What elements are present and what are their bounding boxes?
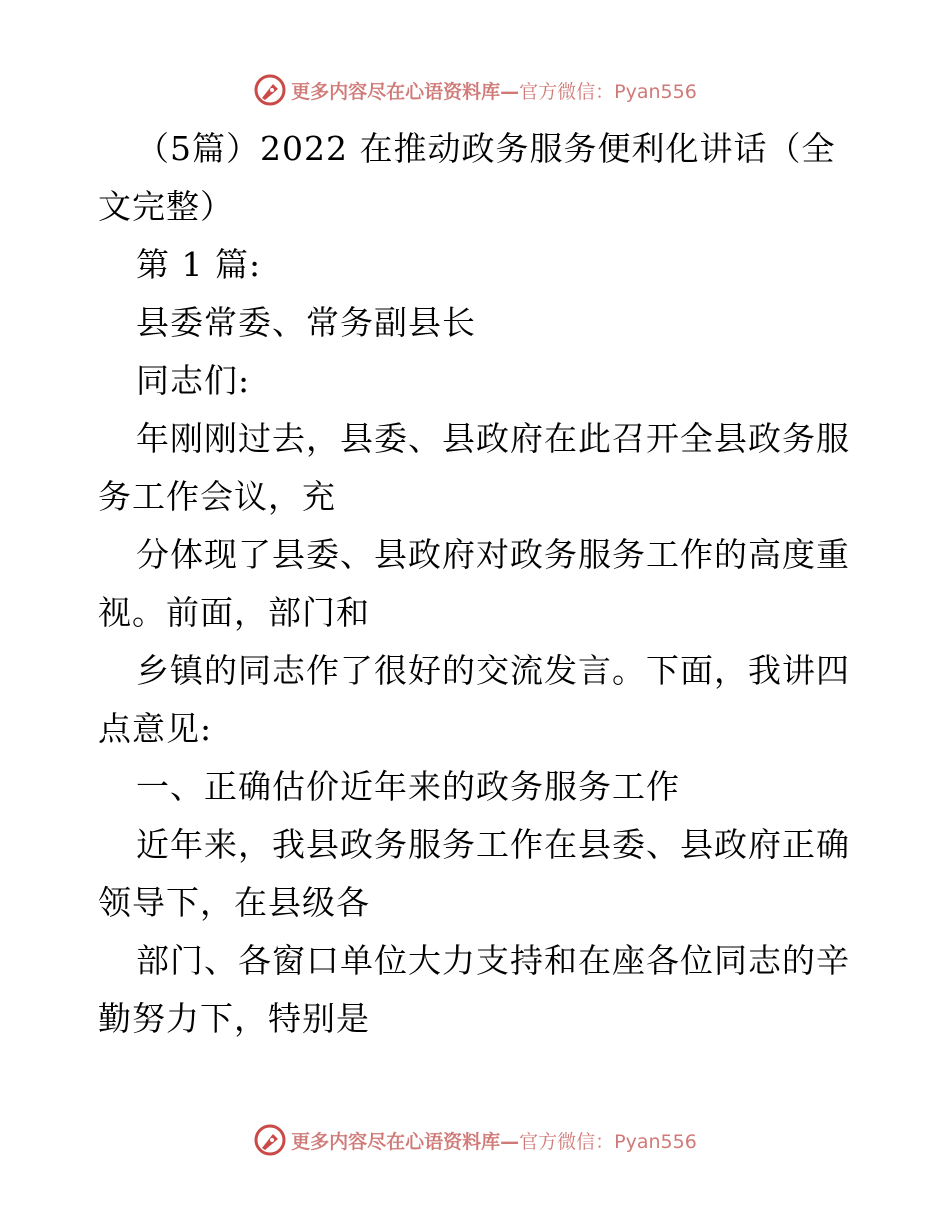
doc-line: 分体现了县委、县政府对政务服务工作的高度重 — [136, 535, 850, 574]
doc-line: 务工作会议，充 — [98, 477, 336, 516]
document-body — [98, 120, 858, 1048]
pen-nib-circle-icon — [253, 1123, 287, 1157]
doc-line: 点意见: — [98, 709, 213, 748]
doc-line: （5篇）2022 在推动政务服务便利化讲话（全 — [136, 129, 836, 168]
doc-line: 县委常委、常务副县长 — [136, 303, 476, 342]
doc-line: 年刚刚过去，县委、县政府在此召开全县政务服 — [136, 419, 850, 458]
watermark-wechat: 官方微信：Pyan556 — [519, 80, 697, 103]
doc-line: 第 1 篇: — [136, 245, 262, 284]
doc-line: 一、正确估价近年来的政务服务工作 — [136, 767, 680, 806]
header-watermark — [0, 70, 950, 110]
doc-line: 领导下，在县级各 — [98, 883, 370, 922]
doc-line: 视。前面，部门和 — [98, 593, 370, 632]
watermark-text: 更多内容尽在心语资料库— — [291, 1130, 520, 1153]
doc-line: 文完整） — [98, 187, 234, 226]
doc-line: 同志们: — [136, 361, 251, 400]
doc-line: 勤努力下，特别是 — [98, 999, 370, 1038]
watermark-wechat: 官方微信：Pyan556 — [519, 1130, 697, 1153]
doc-line: 乡镇的同志作了很好的交流发言。下面，我讲四 — [136, 651, 850, 690]
doc-line: 近年来，我县政务服务工作在县委、县政府正确 — [136, 825, 850, 864]
doc-line: 部门、各窗口单位大力支持和在座各位同志的辛 — [136, 941, 850, 980]
pen-nib-circle-icon — [253, 73, 287, 107]
watermark-text: 更多内容尽在心语资料库— — [291, 80, 520, 103]
footer-watermark — [0, 1120, 950, 1160]
